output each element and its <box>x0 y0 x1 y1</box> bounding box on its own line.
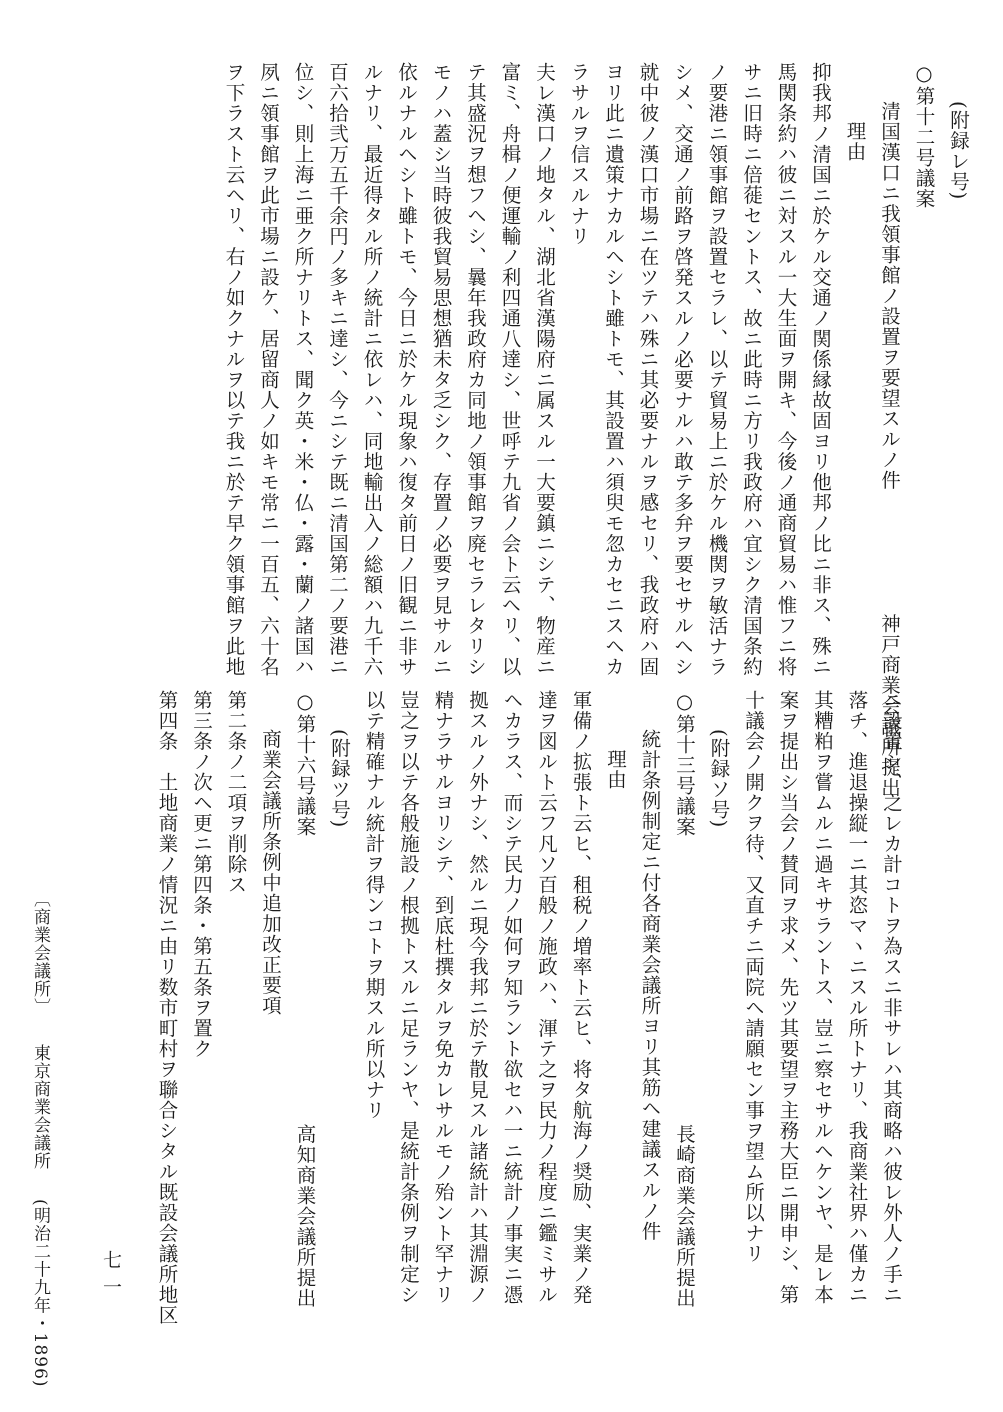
text-column: (附録ツ号) <box>328 729 351 829</box>
text-column: 理由 <box>604 748 627 790</box>
footer-year: (明治二十九年・1896) <box>30 1198 50 1388</box>
text-column: 豈之ヲ以テ各般施設ノ根拠トスルニ足ランヤ、是統計条例ヲ制定シ <box>397 690 420 1305</box>
text-column: 第三条ノ次ヘ更ニ第四条・第五条ヲ置ク <box>190 690 213 1059</box>
text-column: サニ旧時ニ倍蓰セントス、故ニ此時ニ方リ我政府ハ宜シク清国条約 <box>740 62 763 677</box>
text-column: 拠スルノ外ナシ、然ルニ現今我邦ニ於テ散見スル諸統計ハ其淵源ノ <box>466 690 489 1305</box>
text-column: シメ、交通ノ前路ヲ啓発スルノ必要ナルハ敢テ多弁ヲ要セサルヘシ <box>671 62 694 677</box>
text-column: 落チ、進退操縦一ニ其恣マヽニスル所トナリ、我商業社界ハ僅カニ <box>845 690 869 1305</box>
footer-publisher: 東京商業会議所 <box>30 1044 50 1171</box>
text-column: 案ヲ提出シ当会ノ賛同ヲ求メ、先ツ其要望ヲ主務大臣ニ開申シ、第 <box>776 690 800 1305</box>
footer-label: 〔商業会議所〕 <box>30 890 50 1016</box>
text-column: ヨリ此ニ遺策ナカルヘシト雖トモ、其設置ハ須臾モ忽カセニスヘカ <box>602 62 625 677</box>
text-column: 第四条 土地商業ノ情況ニ由リ数市町村ヲ聯合シタル既設会議所地区 <box>155 690 179 1326</box>
text-column: 理由 <box>843 120 867 162</box>
lower-text-block <box>108 690 908 1326</box>
text-column: 就中彼ノ漢口市場ニ在ツテハ殊ニ其必要ナルヲ感セリ、我政府ハ固 <box>636 62 660 677</box>
text-column: 馬関条約ハ彼ニ対スル一大生面ヲ開キ、今後ノ通商貿易ハ惟フニ将 <box>774 62 798 677</box>
text-column: ラサルヲ信スルナリ <box>567 62 591 247</box>
text-column: ヲ下ラスト云ヘリ、右ノ如クナルヲ以テ我ニ於テ早ク領事館ヲ此地 <box>222 62 246 677</box>
text-column: 清国漢口ニ我領事館ノ設置ヲ要望スルノ件 神戸商業会議所提出 <box>878 101 901 798</box>
text-column: 以テ精確ナル統計ヲ得ンコトヲ期スル所以ナリ <box>362 690 386 1121</box>
text-column: 夫レ漢口ノ地タル、湖北省漢陽府ニ属スル一大要鎮ニシテ、物産ニ <box>533 62 556 677</box>
text-column: 依ルナルヘシト雖トモ、今日ニ於ケル現象ハ復タ前日ノ旧観ニ非サ <box>395 62 418 677</box>
text-column: ノ要港ニ領事館ヲ設置セラレ、以テ貿易上ニ於ケル機関ヲ敏活ナラ <box>705 62 729 677</box>
text-column: 百六拾弐万五千余円ノ多キニ達シ、今ニシテ既ニ清国第二ノ要港ニ <box>326 62 349 677</box>
text-column: ○第十六号議案 高知商業会議所提出 <box>293 690 317 1309</box>
text-column: ヘカラス、而シテ民力ノ如何ヲ知ラント欲セハ一ニ統計ノ事実ニ憑 <box>500 690 524 1305</box>
text-column: 十議会ノ開クヲ待、又直チニ両院ヘ請願セン事ヲ望ム所以ナリ <box>742 690 765 1264</box>
page-number: 七一 <box>100 1250 122 1304</box>
text-column: (附録レ号) <box>947 101 970 201</box>
text-column: テ其盛況ヲ想フヘシ、曩年我政府カ同地ノ領事館ヲ廃セラレタリシ <box>464 62 487 677</box>
page-footer <box>28 890 53 1409</box>
text-column: 富ミ、舟楫ノ便運輸ノ利四通八達シ、世呼テ九省ノ会ト云ヘリ、以 <box>498 62 522 677</box>
text-column: 達ヲ図ルト云フ凡ソ百般ノ施政ハ、渾テ之ヲ民力ノ程度ニ鑑ミサル <box>535 690 558 1305</box>
text-column: 夙ニ領事館ヲ此市場ニ設ケ、居留商人ノ如キモ常ニ一百五、六十名 <box>257 62 280 677</box>
text-column: 其糟粕ヲ嘗ムルニ過キサラントス、豈ニ察セサルヘケンヤ、是レ本 <box>811 690 834 1305</box>
text-column: ○第十二号議案 <box>912 62 936 209</box>
text-column: 抑我邦ノ清国ニ於ケル交通ノ関係縁故固ヨリ他邦ノ比ニ非ス、殊ニ <box>809 62 832 677</box>
text-column: ニ設置シ、之レカ計コトヲ為スニ非サレハ其商略ハ彼レ外人ノ手ニ <box>880 690 903 1305</box>
text-column: 統計条例制定ニ付各商業会議所ヨリ其筋ヘ建議スルノ件 <box>638 729 662 1242</box>
text-column: (附録ソ号) <box>707 729 731 829</box>
text-column: モノハ蓋シ当時彼我貿易思想猶未タ乏シク、存置ノ必要ヲ見サルニ <box>429 62 453 677</box>
text-column: 商業会議所条例中追加改正要項 <box>259 729 282 1016</box>
text-column: 位シ、則上海ニ亜ク所ナリトス、聞ク英・米・仏・露・蘭ノ諸国ハ <box>291 62 315 677</box>
text-column: 精ナラサルヨリシテ、到底杜撰タルヲ免カレサルモノ殆ント罕ナリ <box>431 690 455 1305</box>
text-column: 軍備ノ拡張ト云ヒ、租税ノ増率ト云ヒ、将タ航海ノ奨励、実業ノ発 <box>569 690 593 1305</box>
text-column: ○第十三号議案 長崎商業会議所提出 <box>673 690 696 1309</box>
text-column: ルナリ、最近得タル所ノ統計ニ依レハ、同地輸出入ノ総額ハ九千六 <box>360 62 384 677</box>
text-column: 第二条ノ二項ヲ削除ス <box>224 690 248 895</box>
